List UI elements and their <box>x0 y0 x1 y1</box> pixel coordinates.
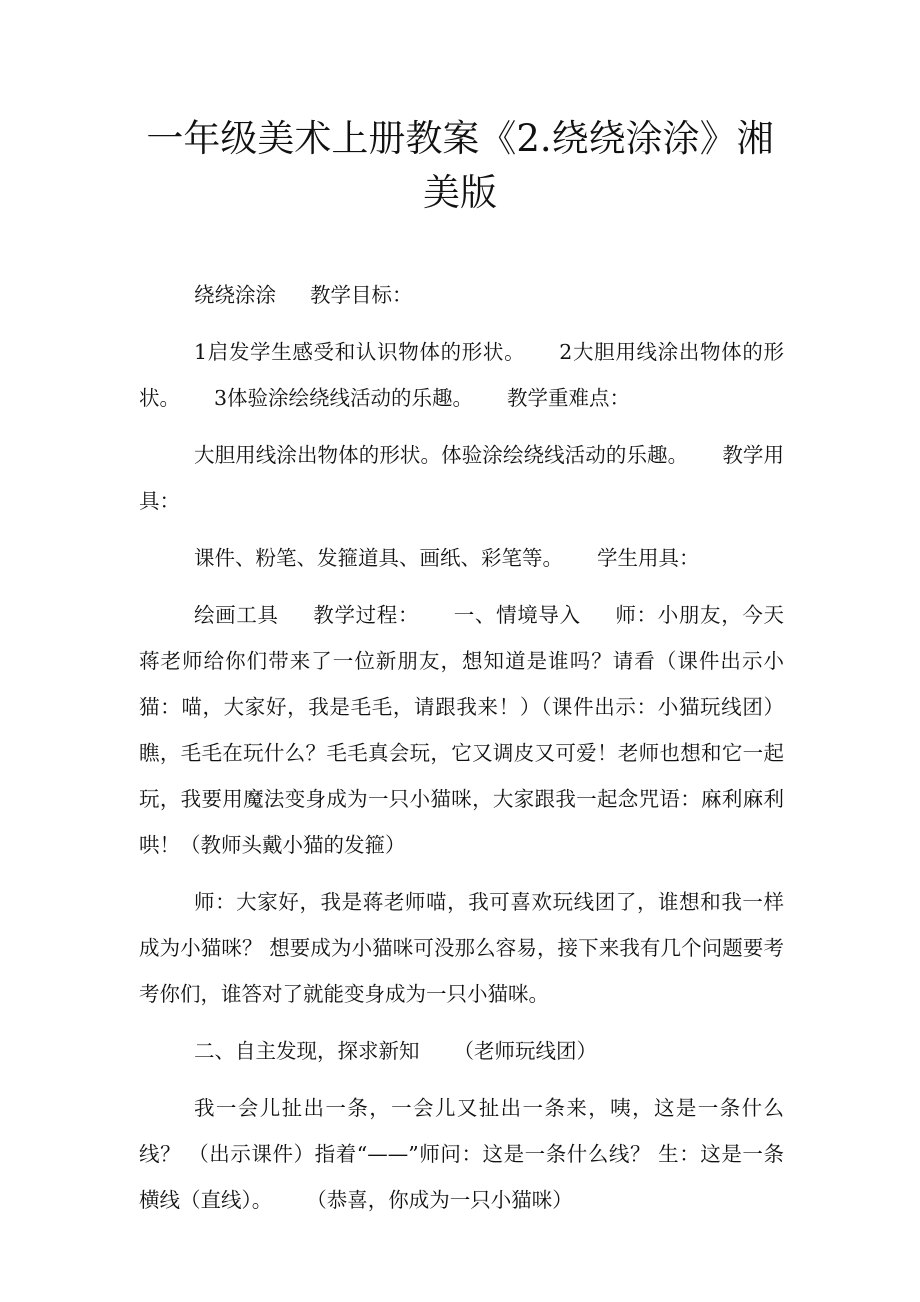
text-segment: 绘画工具 <box>194 603 279 627</box>
paragraph-objectives-heading <box>139 272 784 318</box>
paragraph-section-two-heading <box>139 1028 784 1074</box>
text-segment: 教学目标： <box>310 283 413 307</box>
text-segment: 3体验涂绘绕线活动的乐趣。 <box>214 386 474 410</box>
text-segment: 二、自主发现，探求新知 <box>194 1039 420 1063</box>
text-segment: 教学重难点： <box>507 386 631 410</box>
text-segment: 师：小朋友，今天蒋老师给你们带来了一位新朋友，想知道是谁吗？请看（课件出示小猫：喵，大家好，我是毛毛，请跟我来！）（课件出示：小猫玩线团）瞧，毛毛在玩什么？毛毛真会玩，它又调皮又可爱！老师也想和它一起玩，我要用魔法变身成为一只小猫咪，大家跟我一起念咒语：麻利麻利哄！（教师头戴小猫的发箍） <box>139 603 785 857</box>
text-segment: 师：大家好，我是蒋老师喵，我可喜欢玩线团了，谁想和我一样成为小猫咪？ 想要成为小猫咪可没那么容易，接下来我有几个问题要考考你们，谁答对了就能变身成为一只小猫咪。 <box>139 890 784 1006</box>
text-segment: 大胆用线涂出物体的形状。体验涂绘绕线活动的乐趣。 <box>194 443 689 467</box>
text-segment: 绕绕涂涂 <box>194 283 276 307</box>
text-segment: 一、情境导入 <box>453 603 581 627</box>
paragraph-process-intro <box>139 592 784 868</box>
text-segment: （恭喜，你成为一只小猫咪） <box>306 1188 573 1212</box>
document-title: 一年级美术上册教案《2.绕绕涂涂》湘美版 <box>146 117 774 214</box>
text-segment: 教学过程： <box>312 603 420 627</box>
text-segment: 我一会儿扯出一条，一会儿又扯出一条来，咦，这是一条什么线？ （出示课件）指着“——”师问：这是一条什么线？ 生：这是一条横线（直线）。 <box>139 1096 784 1212</box>
paragraph-teacher-speech <box>139 879 784 1017</box>
text-segment: 教学用具： <box>139 443 785 513</box>
text-segment: （老师玩线团） <box>453 1039 597 1063</box>
document-body <box>139 272 784 1234</box>
paragraph-thread-activity <box>139 1085 784 1223</box>
paragraph-key-points <box>139 432 784 524</box>
text-segment: 2大胆用线涂出物体的形状。 <box>139 340 785 410</box>
paragraph-teaching-tools <box>139 535 784 581</box>
text-segment: 1启发学生感受和认识物体的形状。 <box>194 340 526 364</box>
paragraph-objectives <box>139 329 784 421</box>
text-segment: 课件、粉笔、发箍道具、画纸、彩笔等。 <box>194 546 563 570</box>
text-segment: 学生用具： <box>597 546 700 570</box>
